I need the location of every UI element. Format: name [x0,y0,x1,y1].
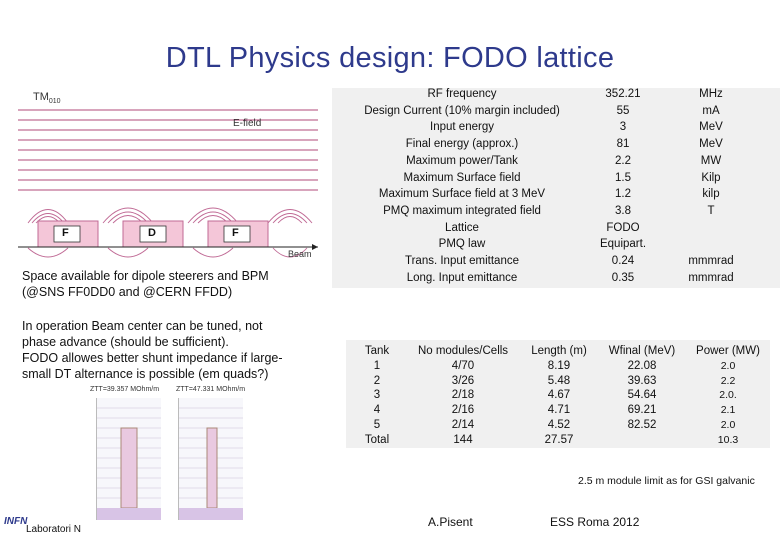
param-name: PMQ law [438,238,486,251]
param-row [332,155,780,172]
length-cell: 4.71 [547,404,571,417]
operation-note [22,318,332,382]
parameter-table [332,88,780,288]
right-plot-svg [179,398,243,520]
tank-column [352,344,402,448]
length-cell: 5.48 [547,374,571,387]
param-unit: mA [702,104,720,117]
mode-label-text: TM [33,91,49,103]
wfinal-cell: 82.52 [627,418,657,431]
field-plots [82,384,322,534]
param-row [332,88,780,105]
power-cell: 2.2 [720,374,736,387]
param-row [332,255,780,272]
length-column [522,344,596,448]
mode-label [33,91,61,105]
module-limit-note: 2.5 m module limit as for GSI galvanic [578,475,755,487]
param-unit: MHz [699,88,723,100]
param-unit: MeV [699,138,723,151]
wfinal-cell: 54.64 [627,389,657,402]
param-row [332,121,780,138]
param-name: Maximum Surface field [403,171,521,184]
quad-label-f1: F [62,227,69,239]
right-field-plot [178,398,243,520]
param-row [332,188,780,205]
tank-header: Tank [364,345,390,357]
modules-cell: 2/16 [451,404,475,417]
operation-note-line: small DT alternance is possible (em quads?) [22,367,269,381]
param-value: 352.21 [605,88,641,100]
footer-lab: Laboratori N [26,524,82,535]
beam-label: Beam [288,249,312,259]
quad-label-d: D [148,227,156,239]
param-unit: kilp [702,188,720,201]
param-row [332,105,780,122]
footer-event: ESS Roma 2012 [550,515,640,529]
tank-cell: 2 [373,374,381,387]
wfinal-cell: 39.63 [627,374,657,387]
tank-table [346,340,770,448]
param-unit: MW [700,154,722,167]
param-name: Design Current (10% margin included) [364,104,560,117]
param-name: Final energy (approx.) [405,138,519,151]
steerer-note [22,268,269,300]
left-field-plot [96,398,161,520]
param-value: 1.5 [615,171,631,184]
operation-note-line: In operation Beam center can be tuned, not [22,319,263,333]
param-value: Equipart. [599,238,647,251]
param-value: 0.24 [611,255,635,267]
left-plot-svg [97,398,161,520]
param-value: FODO [606,221,640,234]
modules-cell: 2/18 [451,389,475,402]
param-value: 1.2 [615,188,631,201]
param-value: 3 [619,121,627,134]
mode-label-sub: 010 [48,98,61,106]
wfinal-cell: 22.08 [627,359,657,372]
tank-cell: 4 [373,404,381,417]
power-cell: 2.0. [719,389,737,402]
operation-note-line: phase advance (should be sufficient). [22,335,229,349]
param-unit: mmmrad [688,255,734,267]
param-row [332,205,780,222]
param-unit: mmmrad [688,271,734,284]
modules-cell: 2/14 [451,418,475,431]
left-plot-label: ZTT=39.357 MOhm/m [90,386,160,393]
param-value: 81 [616,138,630,151]
field-lines [18,110,318,190]
efield-diagram [18,88,318,263]
tank-cell: 5 [373,418,381,431]
param-name: Maximum Surface field at 3 MeV [378,188,546,201]
param-row [332,138,780,155]
quad-label-f2: F [232,227,239,239]
steerer-note-line: Space available for dipole steerers and BPM [22,269,269,283]
footer-author: A.Pisent [428,515,473,529]
param-row [332,238,780,255]
param-row [332,172,780,189]
length-cell: 27.57 [544,433,574,446]
power-cell: 2.0 [720,418,736,431]
length-cell: 8.19 [547,359,571,372]
wfinal-column [600,344,684,433]
param-unit: Kilp [701,171,721,184]
param-row [332,222,780,239]
param-name: RF frequency [427,88,497,100]
power-cell: 2.0 [720,359,736,372]
tank-cell: 3 [373,389,381,402]
length-cell: 4.52 [547,418,571,431]
param-value: 55 [616,104,630,117]
modules-column [408,344,518,448]
param-name: Trans. Input emittance [405,255,519,267]
tank-cell: 1 [373,359,381,372]
power-column [688,344,768,448]
param-name: Maximum power/Tank [406,154,518,167]
length-header: Length (m) [531,345,587,357]
footer-logo-area [0,510,92,540]
modules-cell: 4/70 [451,359,475,372]
modules-cell: 144 [453,433,473,446]
modules-header: No modules/Cells [417,345,509,357]
power-cell: 2.1 [720,404,736,417]
param-name: Lattice [445,221,479,234]
param-value: 2.2 [615,154,631,167]
wfinal-header: Wfinal (MeV) [608,345,676,357]
param-row [332,272,780,289]
right-plot-label: ZTT=47.331 MOhm/m [176,386,246,393]
wfinal-cell: 69.21 [627,404,657,417]
infn-logo-icon: INFN [4,516,28,527]
param-name: Input energy [430,121,494,134]
operation-note-line: FODO allowes better shunt impedance if large- [22,351,283,365]
power-cell: 10.3 [717,433,739,446]
power-header: Power (MW) [696,345,760,357]
modules-cell: 3/26 [451,374,475,387]
slide-title: DTL Physics design: FODO lattice [165,42,615,74]
param-unit: MeV [699,121,723,134]
param-value: 0.35 [611,271,635,284]
param-value: 3.8 [615,204,631,217]
tank-cell: Total [364,433,390,446]
length-cell: 4.67 [547,389,571,402]
steerer-note-line: (@SNS FF0DD0 and @CERN FFDD) [22,285,233,299]
beam-arrow [312,244,318,250]
param-unit: T [707,204,715,217]
efield-label: E-field [233,118,262,129]
param-name: PMQ maximum integrated field [383,204,541,217]
param-name: Long. Input emittance [406,271,518,284]
